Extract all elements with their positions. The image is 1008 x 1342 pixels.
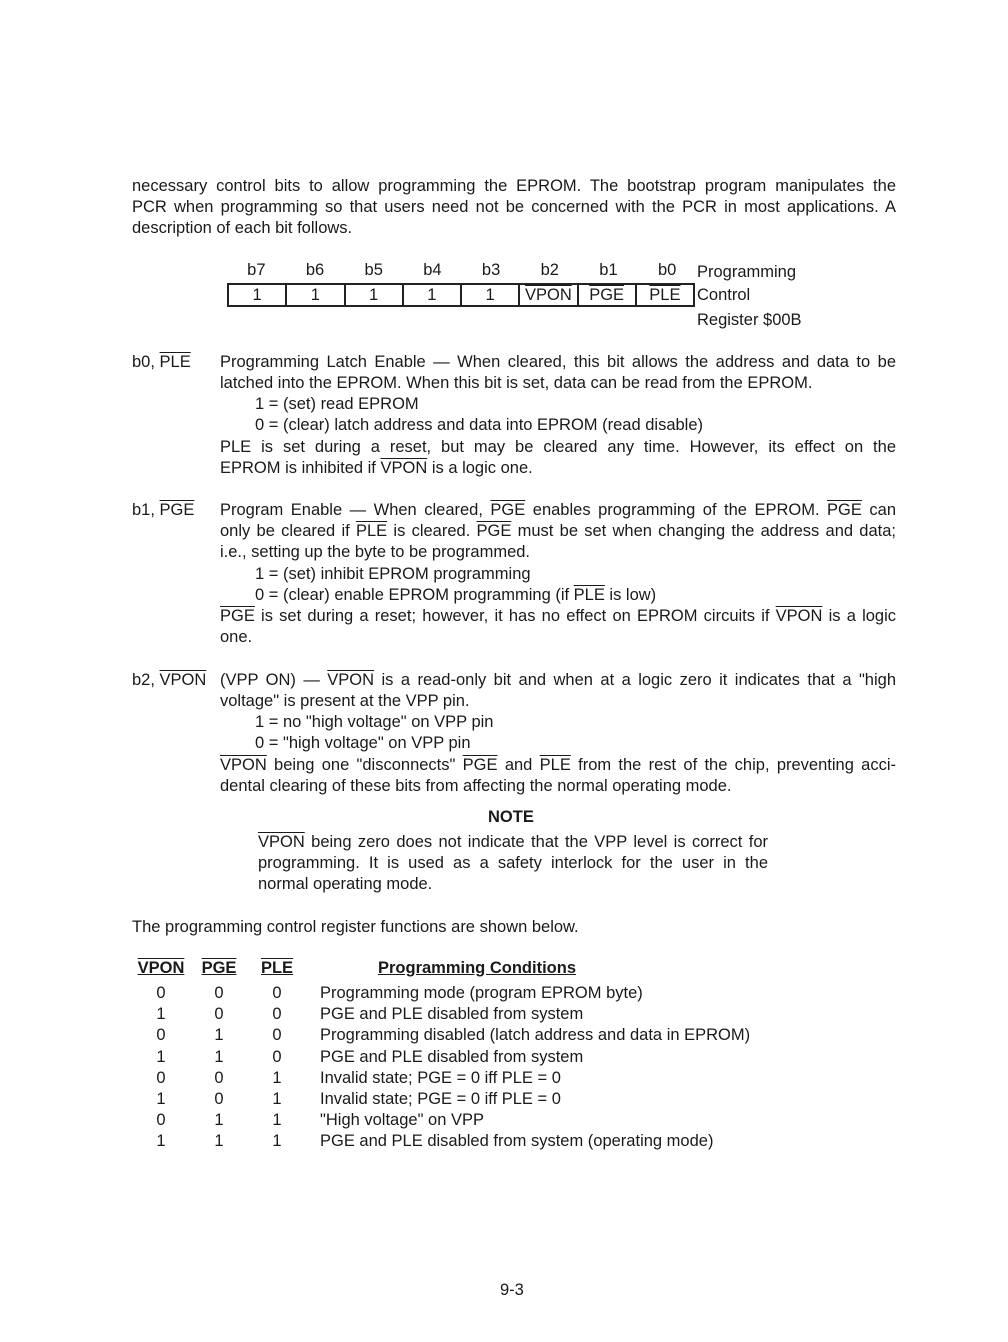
table-intro: The programming control register functions are shown below. xyxy=(132,918,579,936)
b1-l2-pre: only be cleared if xyxy=(220,522,356,540)
b2-n1-post: from the rest of the chip, preventing acci- xyxy=(570,756,897,774)
b2-label-bar: VPON xyxy=(159,671,207,689)
b0-note-1: PLE is set during a reset, but may be cleared any time. However, its effect on the xyxy=(220,438,896,456)
cell-pge: 1 xyxy=(214,1026,224,1045)
cell-ple: 0 xyxy=(272,1005,282,1024)
table-row xyxy=(132,1047,750,1068)
b2-n1-bar3: $\overline{PLE}$ xyxy=(539,756,571,774)
b2-note-2: dental clearing of these bits from affecting the normal operating mode. xyxy=(220,777,732,795)
header-ple-text: PLE xyxy=(260,959,294,977)
b0-note-2-post: is a logic one. xyxy=(427,459,533,477)
table-row xyxy=(132,1131,750,1152)
register-cell-b6: 1 xyxy=(287,285,345,305)
b1-l2-bar2: $\overline{PGE}$ xyxy=(476,522,512,540)
b0-line-1: Programming Latch Enable — When cleared, this bit allows the address and data to be xyxy=(220,353,896,371)
header-vpon xyxy=(132,958,190,983)
cell-pge: 1 xyxy=(214,1111,224,1130)
bit-label: b1 xyxy=(599,261,618,279)
b1-l2-post: must be set when changing the address and data; xyxy=(511,522,897,540)
table-header-row xyxy=(132,958,750,983)
programming-conditions-table xyxy=(132,958,750,1153)
header-pge-text: PGE xyxy=(201,959,237,977)
b0-note-2-pre: EPROM is inhibited if xyxy=(220,459,381,477)
b1-l1-pre: Program Enable — When cleared, xyxy=(220,501,491,519)
register-cell-b5: 1 xyxy=(346,285,404,305)
register-cell-b0: $\overline{PLE}$ xyxy=(649,286,681,304)
table-row xyxy=(132,1025,750,1046)
cell-desc: PGE and PLE disabled from system xyxy=(320,1005,584,1024)
bit-label: b3 xyxy=(481,261,501,279)
header-vpon-text: VPON xyxy=(137,959,185,977)
b1-line-1 xyxy=(220,500,896,521)
cell-ple: 0 xyxy=(272,984,282,1003)
table-row xyxy=(132,1110,750,1131)
cell-desc: Programming disabled (latch address and data in EPROM) xyxy=(320,1026,751,1045)
b2-line-1 xyxy=(220,670,896,691)
register-cell-b7: 1 xyxy=(229,285,287,305)
register-diagram xyxy=(227,283,695,307)
header-conditions: Programming Conditions xyxy=(378,959,576,977)
b1-label-bar: $\overline{PGE}$ xyxy=(159,501,195,519)
table-row xyxy=(132,1004,750,1025)
cell-vpon: 0 xyxy=(156,1026,166,1045)
b2-line-2: voltage" is present at the VPP pin. xyxy=(220,692,470,710)
bit-label: b4 xyxy=(423,261,442,279)
register-bit-labels xyxy=(227,261,697,283)
table-row xyxy=(132,983,750,1004)
b1-l1-mid: enables programming of the EPROM. xyxy=(525,501,828,519)
b1-line-3: i.e., setting up the byte to be programmed. xyxy=(220,543,531,561)
cell-desc: Invalid state; PGE = 0 iff PLE = 0 xyxy=(320,1090,561,1109)
b2-opt-1: 1 = no "high voltage" on VPP pin xyxy=(255,713,494,731)
b2-note-1 xyxy=(220,755,896,776)
b2-n1-bar: VPON xyxy=(220,756,267,774)
b2-label xyxy=(132,670,206,691)
cell-vpon: 0 xyxy=(156,1111,166,1130)
b1-l2-mid: is cleared. xyxy=(387,522,477,540)
b2-l1-post: is a read-only bit and when at a logic zero it indicates that a "high xyxy=(374,671,896,689)
b0-label xyxy=(132,352,191,373)
b0-line-2: latched into the EPROM. When this bit is set, data can be read from the EPROM. xyxy=(220,374,813,392)
b1-n1-bar: $\overline{PGE}$ xyxy=(220,607,255,625)
b0-label-prefix: b0, xyxy=(132,353,155,371)
note-heading: NOTE xyxy=(488,808,534,826)
cell-vpon: 1 xyxy=(156,1047,166,1066)
b1-line-2 xyxy=(220,521,896,542)
table-row xyxy=(132,1068,750,1089)
cell-desc: Invalid state; PGE = 0 iff PLE = 0 xyxy=(320,1068,561,1087)
intro-line-2: PCR when programming so that users need not be concerned with the PCR in most applications. A xyxy=(132,198,896,216)
bit-label: b2 xyxy=(540,261,559,279)
b1-label xyxy=(132,500,194,521)
cell-vpon: 1 xyxy=(156,1090,166,1109)
b2-n1-bar2: $\overline{PGE}$ xyxy=(462,756,498,774)
b1-l1-bar: $\overline{PGE}$ xyxy=(490,501,526,519)
cell-pge: 0 xyxy=(214,1068,224,1087)
b0-note-2 xyxy=(220,458,533,479)
b1-l2-bar: $\overline{PLE}$ xyxy=(355,522,388,540)
b1-opt0-pre: 0 = (clear) enable EPROM programming (if xyxy=(255,586,574,604)
header-ple xyxy=(248,958,306,983)
register-caption-2: Control xyxy=(697,286,751,304)
register-caption-1: Programming xyxy=(697,263,797,281)
b2-n1-mid: being one "disconnects" xyxy=(266,756,463,774)
cell-desc: Programming mode (program EPROM byte) xyxy=(320,984,643,1003)
bit-label: b7 xyxy=(247,261,266,279)
cell-pge: 0 xyxy=(214,1005,224,1024)
b2-l1-bar: VPON xyxy=(327,671,375,689)
cell-ple: 1 xyxy=(272,1132,282,1151)
b1-l1-post: can xyxy=(861,501,897,519)
cell-desc: "High voltage" on VPP xyxy=(320,1111,484,1130)
b1-opt-0 xyxy=(255,585,656,606)
cell-desc: PGE and PLE disabled from system xyxy=(320,1047,584,1066)
note-line-2: programming. It is used as a safety interlock for the user in the xyxy=(258,854,768,872)
cell-vpon: 0 xyxy=(156,1068,166,1087)
cell-pge: 0 xyxy=(214,1090,224,1109)
cell-vpon: 1 xyxy=(156,1005,166,1024)
b1-label-prefix: b1, xyxy=(132,501,155,519)
register-cell-b2: VPON xyxy=(520,285,578,305)
cell-ple: 0 xyxy=(272,1026,282,1045)
cell-ple: 0 xyxy=(272,1047,282,1066)
bit-label: b5 xyxy=(364,261,383,279)
cell-vpon: 1 xyxy=(156,1132,166,1151)
note-l1-bar: VPON xyxy=(258,833,305,851)
register-caption-3: Register $00B xyxy=(697,311,802,329)
table-row xyxy=(132,1089,750,1110)
cell-desc: PGE and PLE disabled from system (operating mode) xyxy=(320,1132,714,1151)
b2-label-prefix: b2, xyxy=(132,671,155,689)
b1-note-2: one. xyxy=(220,628,253,646)
b0-label-bar: $\overline{PLE}$ xyxy=(159,353,191,371)
register-cell-b4: 1 xyxy=(404,285,462,305)
b1-n1-bar2: VPON xyxy=(775,607,823,625)
b2-l1-pre: (VPP ON) — xyxy=(220,671,328,689)
b1-l1-bar2: $\overline{PGE}$ xyxy=(827,501,862,519)
bit-label: b0 xyxy=(657,261,677,279)
intro-line-3: description of each bit follows. xyxy=(132,219,353,237)
cell-pge: 1 xyxy=(214,1132,224,1151)
bit-label: b6 xyxy=(305,261,325,279)
cell-ple: 1 xyxy=(272,1090,282,1109)
b2-opt-0: 0 = "high voltage" on VPP pin xyxy=(255,734,471,752)
note-line-3: normal operating mode. xyxy=(258,875,433,893)
b0-opt-0: 0 = (clear) latch address and data into EPROM (read disable) xyxy=(255,416,704,434)
cell-pge: 1 xyxy=(214,1047,224,1066)
b1-n1-mid: is set during a reset; however, it has no effect on EPROM circuits if xyxy=(254,607,776,625)
cell-vpon: 0 xyxy=(156,984,166,1003)
page-number: 9-3 xyxy=(500,1281,524,1299)
intro-line-1: necessary control bits to allow programming the EPROM. The bootstrap program manipulates the xyxy=(132,177,896,195)
note-l1-post: being zero does not indicate that the VPP level is correct for xyxy=(304,833,768,851)
b1-note-1 xyxy=(220,606,896,627)
b2-n1-and: and xyxy=(497,756,540,774)
b1-opt-1: 1 = (set) inhibit EPROM programming xyxy=(255,565,531,583)
cell-ple: 1 xyxy=(272,1068,282,1087)
note-line-1 xyxy=(258,832,768,853)
header-pge xyxy=(190,958,248,983)
b1-opt0-post: is low) xyxy=(604,586,657,604)
b0-note-2-bar: VPON xyxy=(380,459,428,477)
register-cell-b3: 1 xyxy=(462,285,520,305)
b0-opt-1: 1 = (set) read EPROM xyxy=(255,395,419,413)
b1-opt0-bar: $\overline{PLE}$ xyxy=(573,586,605,604)
cell-pge: 0 xyxy=(214,984,224,1003)
b1-n1-post: is a logic xyxy=(822,607,897,625)
cell-ple: 1 xyxy=(272,1111,282,1130)
register-cell-b1: $\overline{PGE}$ xyxy=(579,285,637,305)
